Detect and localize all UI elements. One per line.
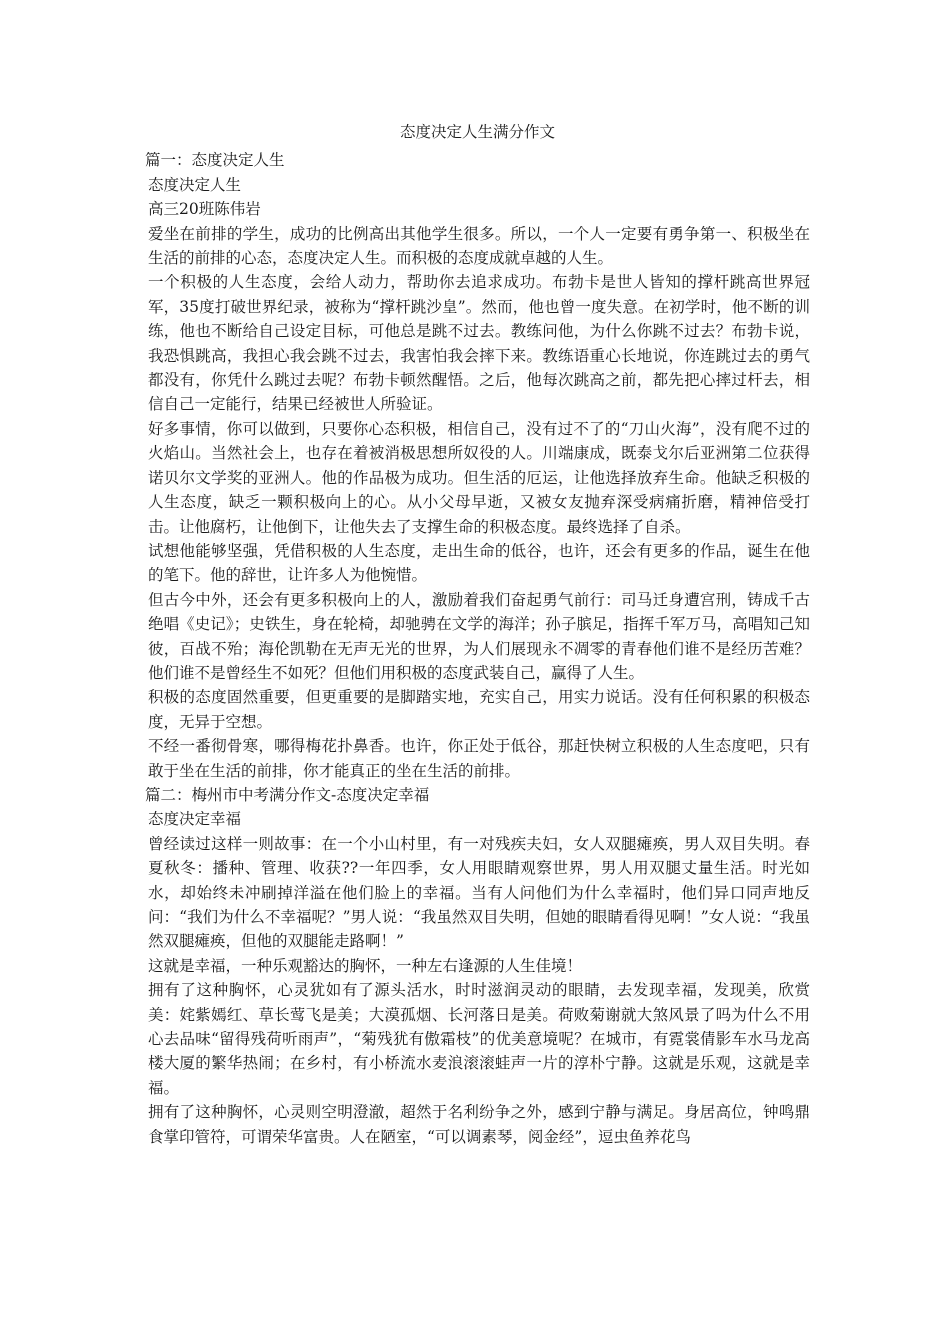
- paragraph: 曾经读过这样一则故事：在一个小山村里，有一对残疾夫妇，女人双腿瘫痪，男人双目失明。春夏秋冬：播种、管理、收获??一年四季，女人用眼睛观察世界，男人用双腿丈量生活。时光如水，却始终未冲刷掉洋溢在他们脸上的幸福。当有人问他们为什么幸福时，他们异口同声地反问：“我们为什么不幸福呢？”男人说：“我虽然双目失明，但她的眼睛看得见啊！”女人说：“我虽然双腿瘫痪，但他的双腿能走路啊！”: [148, 834, 810, 951]
- document-page: [145, 120, 810, 1149]
- section-2-heading: 篇二：梅州市中考满分作文-态度决定幸福: [145, 785, 430, 804]
- section-1-author: 高三20班陈伟岩: [148, 200, 261, 219]
- document-title: 态度决定人生满分作文: [399, 123, 555, 141]
- section-2-subheading: 态度决定幸福: [148, 810, 242, 829]
- section-1-subheading: 态度决定人生: [148, 175, 242, 194]
- paragraph: 不经一番彻骨寒，哪得梅花扑鼻香。也许，你正处于低谷，那赶快树立积极的人生态度吧，只有敢于坐在生活的前排，你才能真正的坐在生活的前排。: [148, 737, 810, 780]
- paragraph: 试想他能够坚强，凭借积极的人生态度，走出生命的低谷，也许，还会有更多的作品，诞生在他的笔下。他的辞世，让许多人为他惋惜。: [148, 541, 810, 585]
- paragraph: 爱坐在前排的学生，成功的比例高出其他学生很多。所以，一个人一定要有勇争第一、积极坐在生活的前排的心态，态度决定人生。而积极的态度成就卓越的人生。: [148, 224, 810, 268]
- paragraph: 这就是幸福，一种乐观豁达的胸怀，一种左右逢源的人生佳境！: [148, 956, 583, 975]
- paragraph: 但古今中外，还会有更多积极向上的人，激励着我们奋起勇气前行：司马迁身遭宫刑，铸成千古绝唱《史记》；史铁生，身在轮椅，却驰骋在文学的海洋；孙子膑足，指挥千军万马，高唱知己知彼，百战不殆；海伦凯勒在无声无光的世界，为人们展现永不凋零的青春他们谁不是经历苦难？他们谁不是曾经生不如死？但他们用积极的态度武装自己，赢得了人生。: [148, 590, 810, 682]
- paragraph: 一个积极的人生态度，会给人动力，帮助你去追求成功。布勃卡是世人皆知的撑杆跳高世界冠军，35度打破世界纪录，被称为“撑杆跳沙皇”。然而，他也曾一度失意。在初学时，他不断的训练，他也不断给自己设定目标，可他总是跳不过去。教练问他，为什么你跳不过去？布勃卡说，我恐惧跳高，我担心我会跳不过去，我害怕我会摔下来。教练语重心长地说，你连跳过去的勇气都没有，你凭什么跳过去呢？布勃卡顿然醒悟。之后，他每次跳高之前，都先把心摔过杆去，相信自己一定能行，结果已经被世人所验证。: [148, 273, 810, 414]
- section-1-heading: 篇一：态度决定人生: [145, 151, 285, 170]
- paragraph: 拥有了这种胸怀，心灵则空明澄澈，超然于名利纷争之外，感到宁静与满足。身居高位，钟鸣鼎食掌印管符，可谓荣华富贵。人在陋室，“可以调素琴，阅金经”，逗虫鱼养花鸟: [148, 1103, 810, 1146]
- paragraph: 拥有了这种胸怀，心灵犹如有了源头活水，时时滋润灵动的眼睛，去发现幸福，发现美，欣赏美：姹紫嫣红、草长莺飞是美；大漠孤烟、长河落日是美。荷败菊谢就大煞风景了吗为什么不用心去品味“留得残荷听雨声”，“菊残犹有傲霜枝”的优美意境呢？在城市，有霓裳倩影车水马龙高楼大厦的繁华热闹；在乡村，有小桥流水麦浪滚滚蛙声一片的淳朴宁静。这就是乐观，这就是幸福。: [148, 981, 810, 1097]
- paragraph: 好多事情，你可以做到，只要你心态积极，相信自己，没有过不了的“刀山火海”，没有爬不过的火焰山。当然社会上，也存在着被消极思想所奴役的人。川端康成，既泰戈尔后亚洲第二位获得诺贝尔文学奖的亚洲人。他的作品极为成功。但生活的厄运，让他选择放弃生命。他缺乏积极的人生态度，缺乏一颗积极向上的心。从小父母早逝，又被女友抛弃深受病痛折磨，精神倍受打击。让他腐朽，让他倒下，让他失去了支撑生命的积极态度。最终选择了自杀。: [148, 419, 810, 536]
- paragraph: 积极的态度固然重要，但更重要的是脚踏实地，充实自己，用实力说话。没有任何积累的积极态度，无异于空想。: [148, 688, 810, 731]
